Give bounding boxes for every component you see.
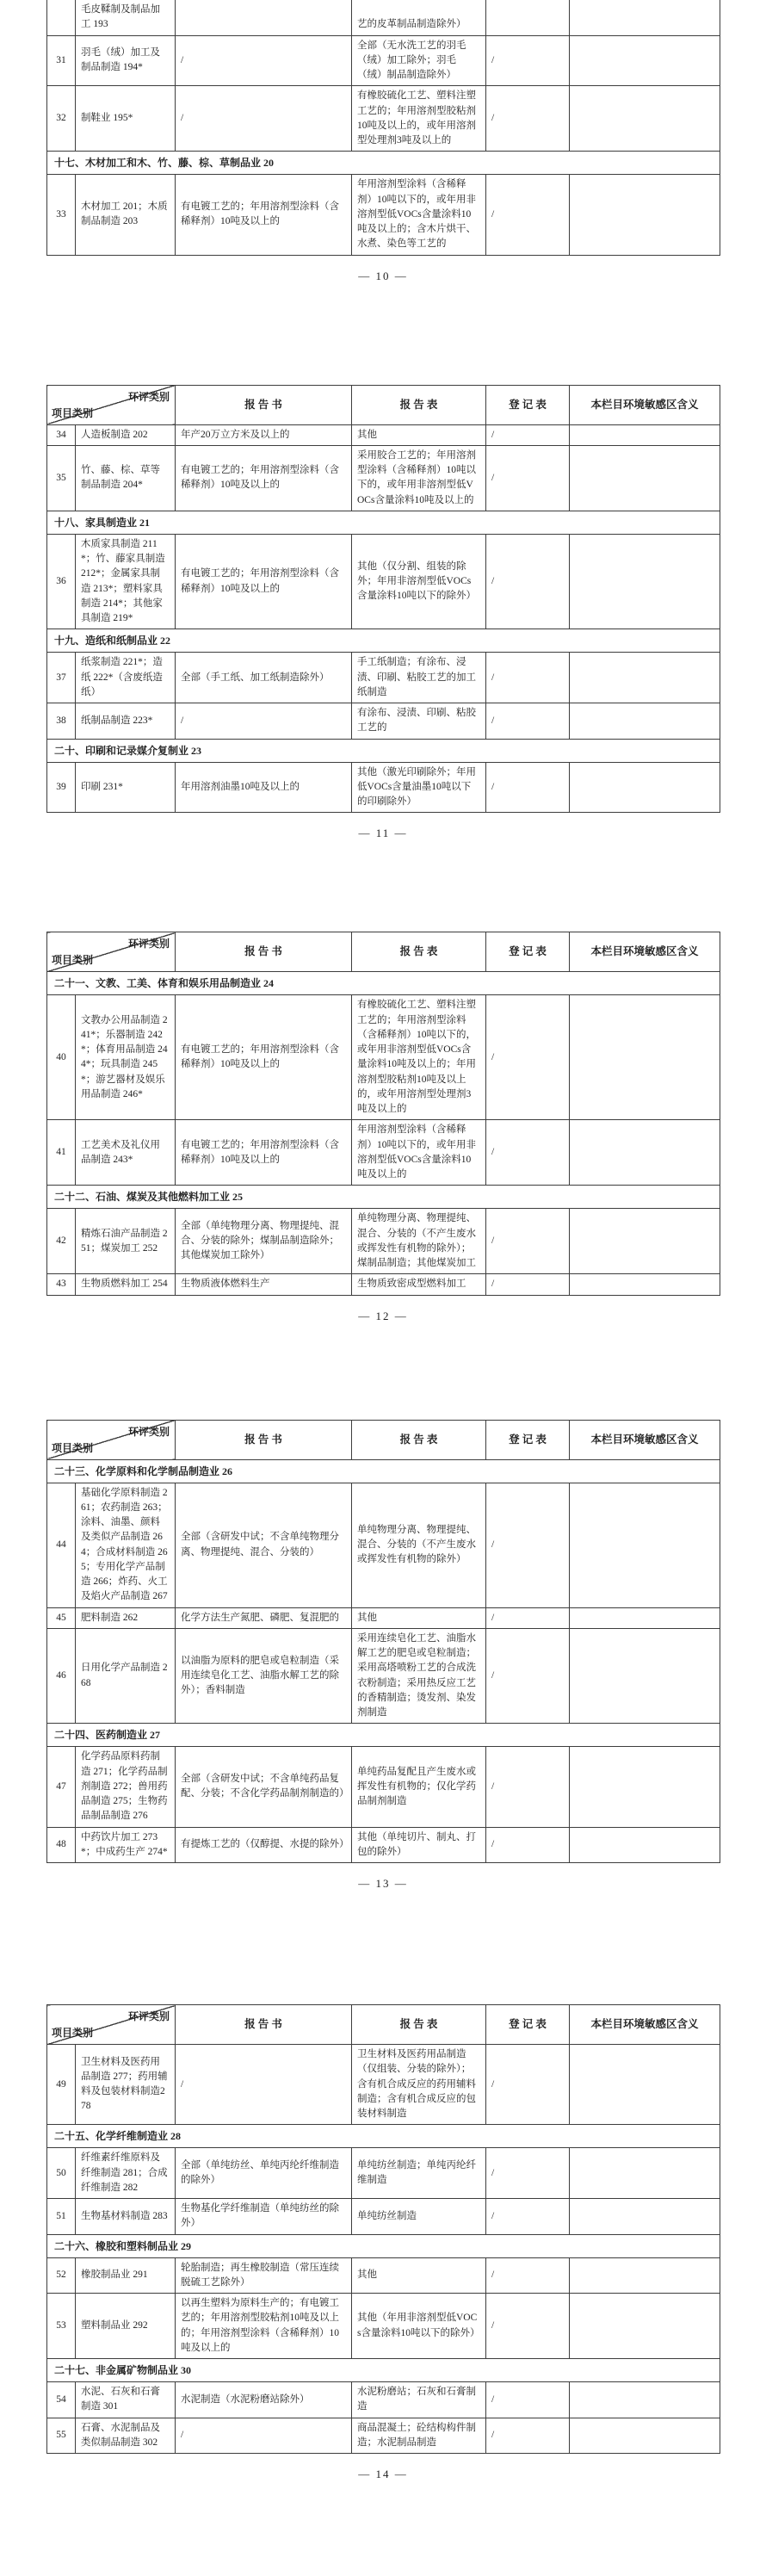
report-book-cell: 水泥制造（水泥粉磨站除外） (176, 2382, 352, 2418)
page-section (46, 385, 720, 841)
category-row (47, 995, 720, 1120)
header-project-category-label: 项目类别 (52, 954, 94, 967)
industry-section-row (47, 1186, 720, 1209)
report-form-cell: 年用溶剂型涂料（含稀释剂）10吨以下的，或年用非溶剂型低VOCs含量涂料10吨及以上的 (352, 1120, 486, 1186)
category-row (47, 1628, 720, 1724)
register-form-cell: / (486, 1628, 570, 1724)
report-book-cell: 全部（单纯物理分离、物理提纯、混合、分装的除外；煤制品制造除外；其他煤炭加工除外） (176, 1209, 352, 1274)
category-row (47, 35, 720, 86)
industry-section-row (47, 1459, 720, 1483)
industry-section-row (47, 972, 720, 995)
row-number-cell: 36 (47, 534, 76, 629)
register-form-cell: / (486, 445, 570, 511)
report-form-cell: 生物质致密成型燃料加工 (352, 1274, 486, 1295)
page-number: — 13 — (358, 1877, 408, 1890)
report-book-cell: 有电镀工艺的；年用溶剂型涂料（含稀释剂）10吨及以上的 (176, 445, 352, 511)
row-number-cell: 45 (47, 1607, 76, 1628)
page-section (46, 0, 720, 283)
sensitive-area-meaning-cell (570, 762, 720, 813)
register-form-cell: / (486, 1827, 570, 1863)
register-form-cell: / (486, 1209, 570, 1274)
header-row (47, 932, 720, 972)
sensitive-area-meaning-cell (570, 1209, 720, 1274)
report-form-cell: 单纯物理分离、物理提纯、混合、分装的（不产生废水或挥发性有机物的除外） (352, 1483, 486, 1607)
row-number-cell: 35 (47, 445, 76, 511)
category-row (47, 1747, 720, 1827)
report-book-cell: 有电镀工艺的；年用溶剂型涂料（含稀释剂）10吨及以上的 (176, 1120, 352, 1186)
category-row (47, 1120, 720, 1186)
report-book-cell: 有电镀工艺的；年用溶剂型涂料（含稀释剂）10吨及以上的 (176, 534, 352, 629)
report-book-cell (176, 0, 352, 35)
sensitive-area-meaning-cell (570, 1747, 720, 1827)
table-body (47, 2045, 720, 2454)
register-form-cell: / (486, 2382, 570, 2418)
project-category-cell: 纤维素纤维原料及纤维制造 281；合成纤维制造 282 (76, 2148, 176, 2199)
category-row (47, 534, 720, 629)
report-book-cell: 有电镀工艺的；年用溶剂型涂料（含稀释剂）10吨及以上的 (176, 995, 352, 1120)
header-register-form: 登 记 表 (486, 1420, 570, 1459)
sensitive-area-meaning-cell (570, 2418, 720, 2454)
industry-section-title: 二十六、橡胶和塑料制品业 29 (47, 2234, 720, 2257)
register-form-cell: / (486, 2257, 570, 2294)
report-book-cell: / (176, 703, 352, 740)
sensitive-area-meaning-cell (570, 1120, 720, 1186)
register-form-cell: / (486, 995, 570, 1120)
project-category-cell: 卫生材料及医药用品制造 277；药用辅料及包装材料制造278 (76, 2045, 176, 2125)
sensitive-area-meaning-cell (570, 1274, 720, 1295)
industry-section-title: 二十二、石油、煤炭及其他燃料加工业 25 (47, 1186, 720, 1209)
header-row (47, 385, 720, 424)
report-book-cell: / (176, 86, 352, 152)
header-eia-category-label: 环评类别 (127, 1425, 170, 1438)
sensitive-area-meaning-cell (570, 1483, 720, 1607)
industry-section-title: 二十一、文教、工美、体育和娱乐用品制造业 24 (47, 972, 720, 995)
row-number-cell: 40 (47, 995, 76, 1120)
page-section (46, 932, 720, 1322)
report-book-cell: 年用溶剂油墨10吨及以上的 (176, 762, 352, 813)
category-row (47, 2257, 720, 2294)
industry-section-title: 十七、木材加工和木、竹、藤、棕、草制品业 20 (47, 152, 720, 175)
sensitive-area-meaning-cell (570, 2148, 720, 2199)
eia-category-table (46, 385, 720, 814)
report-book-cell: 有电镀工艺的；年用溶剂型涂料（含稀释剂）10吨及以上的 (176, 175, 352, 255)
page-section (46, 1420, 720, 1892)
table-body (47, 0, 720, 255)
project-category-cell: 基础化学原料制造 261；农药制造 263；涂料、油墨、颜料及类似产品制造 264；合成材料制造 265；专用化学产品制造 266；炸药、火工及焰火产品制造 267 (76, 1483, 176, 1607)
table-header (47, 932, 720, 972)
industry-section-title: 二十七、非金属矿物制品业 30 (47, 2359, 720, 2382)
report-form-cell: 卫生材料及医药用品制造（仅组装、分装的除外）；含有机合成反应的药用辅料制造；含有机合成反应的包装材料制造 (352, 2045, 486, 2125)
row-number-cell: 31 (47, 35, 76, 86)
report-book-cell: 全部（手工纸、加工纸制造除外） (176, 653, 352, 703)
row-number-cell: 32 (47, 86, 76, 152)
report-form-cell: 单纯物理分离、物理提纯、混合、分装的（不产生废水或挥发性有机物的除外）；煤制品制造；其他煤炭加工 (352, 1209, 486, 1274)
header-project-category-label: 项目类别 (52, 406, 94, 419)
eia-category-table (46, 932, 720, 1295)
category-row (47, 653, 720, 703)
diagonal-header-cell (47, 932, 176, 972)
table-body (47, 1459, 720, 1863)
report-form-cell: 年用溶剂型涂料（含稀释剂）10吨以下的，或年用非溶剂型低VOCs含量涂料10吨及以上的；含木片烘干、水煮、染色等工艺的 (352, 175, 486, 255)
category-row (47, 0, 720, 35)
row-number-cell: 51 (47, 2199, 76, 2235)
sensitive-area-meaning-cell (570, 703, 720, 740)
project-category-cell: 人造板制造 202 (76, 424, 176, 445)
report-form-cell: 其他 (352, 1607, 486, 1628)
category-row (47, 1209, 720, 1274)
industry-section-row (47, 2359, 720, 2382)
header-eia-category-label: 环评类别 (127, 2010, 170, 2022)
row-number-cell: 42 (47, 1209, 76, 1274)
register-form-cell: / (486, 653, 570, 703)
report-form-cell: 其他（仅分割、组装的除外；年用非溶剂型低VOCs含量涂料10吨以下的除外） (352, 534, 486, 629)
report-form-cell: 其他 (352, 424, 486, 445)
project-category-cell: 塑料制品业 292 (76, 2294, 176, 2359)
sensitive-area-meaning-cell (570, 2382, 720, 2418)
sensitive-area-meaning-cell (570, 0, 720, 35)
register-form-cell: / (486, 534, 570, 629)
report-form-cell: 手工纸制造；有涂布、浸渍、印刷、粘胶工艺的加工纸制造 (352, 653, 486, 703)
table-header (47, 385, 720, 424)
register-form-cell: / (486, 1120, 570, 1186)
sensitive-area-meaning-cell (570, 1827, 720, 1863)
report-book-cell: 全部（单纯纺丝、单纯丙纶纤维制造的除外） (176, 2148, 352, 2199)
sensitive-area-meaning-cell (570, 86, 720, 152)
sensitive-area-meaning-cell (570, 2045, 720, 2125)
sensitive-area-meaning-cell (570, 653, 720, 703)
eia-category-table (46, 2004, 720, 2454)
category-row (47, 424, 720, 445)
project-category-cell: 木质家具制造 211*；竹、藤家具制造 212*；金属家具制造 213*；塑料家具制造 214*；其他家具制造 219* (76, 534, 176, 629)
row-number-cell: 53 (47, 2294, 76, 2359)
register-form-cell: / (486, 703, 570, 740)
report-form-cell: 单纯纺丝制造 (352, 2199, 486, 2235)
category-row (47, 1483, 720, 1607)
project-category-cell: 木材加工 201；木质制品制造 203 (76, 175, 176, 255)
project-category-cell: 制鞋业 195* (76, 86, 176, 152)
project-category-cell: 石膏、水泥制品及类似制品制造 302 (76, 2418, 176, 2454)
sensitive-area-meaning-cell (570, 445, 720, 511)
table-body (47, 424, 720, 813)
category-row (47, 175, 720, 255)
report-form-cell: 艺的皮革制品制造除外） (352, 0, 486, 35)
project-category-cell: 工艺美术及礼仪用品制造 243* (76, 1120, 176, 1186)
register-form-cell: / (486, 1747, 570, 1827)
report-book-cell: 年产20万立方米及以上的 (176, 424, 352, 445)
sensitive-area-meaning-cell (570, 2294, 720, 2359)
sensitive-area-meaning-cell (570, 1607, 720, 1628)
project-category-cell: 纸浆制造 221*；造纸 222*（含废纸造纸） (76, 653, 176, 703)
report-form-cell: 有橡胶硫化工艺、塑料注塑工艺的；年用溶剂型涂料（含稀释剂）10吨以下的，或年用非溶剂型低VOCs含量涂料10吨及以上的；年用溶剂型胶粘剂10吨及以上的，或年用溶剂型处理剂3吨及以上的 (352, 995, 486, 1120)
row-number-cell: 49 (47, 2045, 76, 2125)
project-category-cell: 毛皮鞣制及制品加工 193 (76, 0, 176, 35)
row-number-cell: 38 (47, 703, 76, 740)
sensitive-area-meaning-cell (570, 175, 720, 255)
row-number-cell: 44 (47, 1483, 76, 1607)
report-book-cell: 轮胎制造；再生橡胶制造（常压连续脱硫工艺除外） (176, 2257, 352, 2294)
page-section (46, 2004, 720, 2481)
row-number-cell: 46 (47, 1628, 76, 1724)
category-row (47, 2148, 720, 2199)
header-register-form: 登 记 表 (486, 385, 570, 424)
industry-section-row (47, 1724, 720, 1747)
sensitive-area-meaning-cell (570, 995, 720, 1120)
industry-section-title: 十九、造纸和纸制品业 22 (47, 629, 720, 653)
header-sensitive-area-meaning: 本栏目环境敏感区含义 (570, 385, 720, 424)
project-category-cell: 印刷 231* (76, 762, 176, 813)
sensitive-area-meaning-cell (570, 2199, 720, 2235)
register-form-cell: / (486, 1483, 570, 1607)
report-book-cell: 以再生塑料为原料生产的；有电镀工艺的；年用溶剂型胶粘剂10吨及以上的；年用溶剂型涂料（含稀释剂）10吨及以上的 (176, 2294, 352, 2359)
sensitive-area-meaning-cell (570, 424, 720, 445)
header-register-form: 登 记 表 (486, 2005, 570, 2045)
diagonal-header-cell (47, 385, 176, 424)
category-row (47, 1827, 720, 1863)
row-number-cell: 37 (47, 653, 76, 703)
category-row (47, 2382, 720, 2418)
report-form-cell: 有涂布、浸渍、印刷、粘胶工艺的 (352, 703, 486, 740)
diagonal-header-cell (47, 1420, 176, 1459)
industry-section-title: 二十三、化学原料和化学制品制造业 26 (47, 1459, 720, 1483)
register-form-cell: / (486, 762, 570, 813)
header-row (47, 1420, 720, 1459)
category-row (47, 2418, 720, 2454)
report-book-cell: 全部（含研发中试；不含单纯物理分离、物理提纯、混合、分装的） (176, 1483, 352, 1607)
row-number-cell: 33 (47, 175, 76, 255)
report-book-cell: / (176, 2418, 352, 2454)
report-form-cell: 采用连续皂化工艺、油脂水解工艺的肥皂或皂粒制造；采用高塔喷粉工艺的合成洗衣粉制造；采用热反应工艺的香精制造；烫发剂、染发剂制造 (352, 1628, 486, 1724)
row-number-cell: 48 (47, 1827, 76, 1863)
header-project-category-label: 项目类别 (52, 1441, 94, 1454)
project-category-cell: 精炼石油产品制造 251；煤炭加工 252 (76, 1209, 176, 1274)
header-row (47, 2005, 720, 2045)
report-book-cell: / (176, 35, 352, 86)
project-category-cell: 生物基材料制造 283 (76, 2199, 176, 2235)
report-form-cell: 全部（无水洗工艺的羽毛（绒）加工除外；羽毛（绒）制品制造除外） (352, 35, 486, 86)
report-book-cell: 生物质液体燃料生产 (176, 1274, 352, 1295)
industry-section-title: 二十、印刷和记录媒介复制业 23 (47, 739, 720, 762)
project-category-cell: 纸制品制造 223* (76, 703, 176, 740)
industry-section-row (47, 2234, 720, 2257)
industry-section-row (47, 739, 720, 762)
register-form-cell: / (486, 2418, 570, 2454)
row-number-cell: 55 (47, 2418, 76, 2454)
header-eia-category-label: 环评类别 (127, 938, 170, 951)
category-row (47, 2294, 720, 2359)
project-category-cell: 日用化学产品制造 268 (76, 1628, 176, 1724)
report-form-cell: 水泥粉磨站；石灰和石膏制造 (352, 2382, 486, 2418)
industry-section-title: 二十五、化学纤维制造业 28 (47, 2125, 720, 2148)
header-report-book: 报 告 书 (176, 1420, 352, 1459)
report-book-cell: 生物基化学纤维制造（单纯纺丝的除外） (176, 2199, 352, 2235)
category-row (47, 762, 720, 813)
project-category-cell: 中药饮片加工 273*；中成药生产 274* (76, 1827, 176, 1863)
register-form-cell: / (486, 1274, 570, 1295)
project-category-cell: 肥料制造 262 (76, 1607, 176, 1628)
category-row (47, 2045, 720, 2125)
header-sensitive-area-meaning: 本栏目环境敏感区含义 (570, 2005, 720, 2045)
report-form-cell: 单纯纺丝制造；单纯丙纶纤维制造 (352, 2148, 486, 2199)
report-form-cell: 其他（年用非溶剂型低VOCs含量涂料10吨以下的除外） (352, 2294, 486, 2359)
industry-section-row (47, 2125, 720, 2148)
project-category-cell: 化学药品原料药制造 271；化学药品制剂制造 272；兽用药品制造 275；生物药品制品制造 276 (76, 1747, 176, 1827)
report-book-cell: / (176, 2045, 352, 2125)
table-body (47, 972, 720, 1295)
row-number-cell: 50 (47, 2148, 76, 2199)
industry-section-title: 十八、家具制造业 21 (47, 511, 720, 534)
industry-section-row (47, 152, 720, 175)
category-row (47, 1274, 720, 1295)
register-form-cell: / (486, 2199, 570, 2235)
register-form-cell: / (486, 1607, 570, 1628)
sensitive-area-meaning-cell (570, 2257, 720, 2294)
header-report-form: 报 告 表 (352, 932, 486, 972)
report-book-cell: 全部（含研发中试；不含单纯药品复配、分装；不含化学药品制剂制造的） (176, 1747, 352, 1827)
report-form-cell: 其他（单纯切片、制丸、打包的除外） (352, 1827, 486, 1863)
report-form-cell: 其他 (352, 2257, 486, 2294)
industry-section-row (47, 511, 720, 534)
category-row (47, 703, 720, 740)
category-row (47, 2199, 720, 2235)
report-book-cell: 以油脂为原料的肥皂或皂粒制造（采用连续皂化工艺、油脂水解工艺的除外）；香料制造 (176, 1628, 352, 1724)
report-book-cell: 有提炼工艺的（仅醇提、水提的除外） (176, 1827, 352, 1863)
header-project-category-label: 项目类别 (52, 2027, 94, 2039)
register-form-cell: / (486, 2294, 570, 2359)
register-form-cell: / (486, 175, 570, 255)
report-form-cell: 其他（激光印刷除外；年用低VOCs含量油墨10吨以下的印刷除外） (352, 762, 486, 813)
header-report-form: 报 告 表 (352, 385, 486, 424)
row-number-cell: 34 (47, 424, 76, 445)
page-number: — 11 — (358, 827, 408, 840)
table-header (47, 1420, 720, 1459)
project-category-cell: 橡胶制品业 291 (76, 2257, 176, 2294)
sensitive-area-meaning-cell (570, 534, 720, 629)
industry-section-row (47, 629, 720, 653)
sensitive-area-meaning-cell (570, 1628, 720, 1724)
row-number-cell (47, 0, 76, 35)
report-form-cell: 单纯药品复配且产生废水或挥发性有机物的；仅化学药品制剂制造 (352, 1747, 486, 1827)
project-category-cell: 羽毛（绒）加工及制品制造 194* (76, 35, 176, 86)
header-report-book: 报 告 书 (176, 2005, 352, 2045)
row-number-cell: 52 (47, 2257, 76, 2294)
header-register-form: 登 记 表 (486, 932, 570, 972)
report-form-cell: 有橡胶硫化工艺、塑料注塑工艺的；年用溶剂型胶粘剂10吨及以上的，或年用溶剂型处理剂3吨及以上的 (352, 86, 486, 152)
category-row (47, 1607, 720, 1628)
category-row (47, 445, 720, 511)
register-form-cell (486, 0, 570, 35)
table-header (47, 2005, 720, 2045)
header-report-book: 报 告 书 (176, 932, 352, 972)
report-form-cell: 商品混凝土；砼结构构件制造；水泥制品制造 (352, 2418, 486, 2454)
project-category-cell: 生物质燃料加工 254 (76, 1274, 176, 1295)
row-number-cell: 54 (47, 2382, 76, 2418)
register-form-cell: / (486, 86, 570, 152)
report-form-cell: 采用胶合工艺的；年用溶剂型涂料（含稀释剂）10吨以下的，或年用非溶剂型低VOCs含量涂料10吨及以上的 (352, 445, 486, 511)
register-form-cell: / (486, 35, 570, 86)
eia-category-table (46, 1420, 720, 1864)
sensitive-area-meaning-cell (570, 35, 720, 86)
category-row (47, 86, 720, 152)
project-category-cell: 竹、藤、棕、草等制品制造 204* (76, 445, 176, 511)
page-number: — 12 — (358, 1309, 408, 1322)
header-report-form: 报 告 表 (352, 1420, 486, 1459)
page-number: — 10 — (358, 269, 408, 282)
project-category-cell: 文教办公用品制造 241*；乐器制造 242*；体育用品制造 244*；玩具制造 245*；游艺器材及娱乐用品制造 246* (76, 995, 176, 1120)
row-number-cell: 43 (47, 1274, 76, 1295)
eia-category-table (46, 0, 720, 256)
row-number-cell: 47 (47, 1747, 76, 1827)
report-book-cell: 化学方法生产氮肥、磷肥、复混肥的 (176, 1607, 352, 1628)
page-number: — 14 — (358, 2468, 408, 2480)
diagonal-header-cell (47, 2005, 176, 2045)
register-form-cell: / (486, 2148, 570, 2199)
header-report-book: 报 告 书 (176, 385, 352, 424)
register-form-cell: / (486, 424, 570, 445)
header-sensitive-area-meaning: 本栏目环境敏感区含义 (570, 932, 720, 972)
row-number-cell: 39 (47, 762, 76, 813)
industry-section-title: 二十四、医药制造业 27 (47, 1724, 720, 1747)
header-eia-category-label: 环评类别 (127, 390, 170, 403)
header-report-form: 报 告 表 (352, 2005, 486, 2045)
register-form-cell: / (486, 2045, 570, 2125)
row-number-cell: 41 (47, 1120, 76, 1186)
header-sensitive-area-meaning: 本栏目环境敏感区含义 (570, 1420, 720, 1459)
project-category-cell: 水泥、石灰和石膏制造 301 (76, 2382, 176, 2418)
